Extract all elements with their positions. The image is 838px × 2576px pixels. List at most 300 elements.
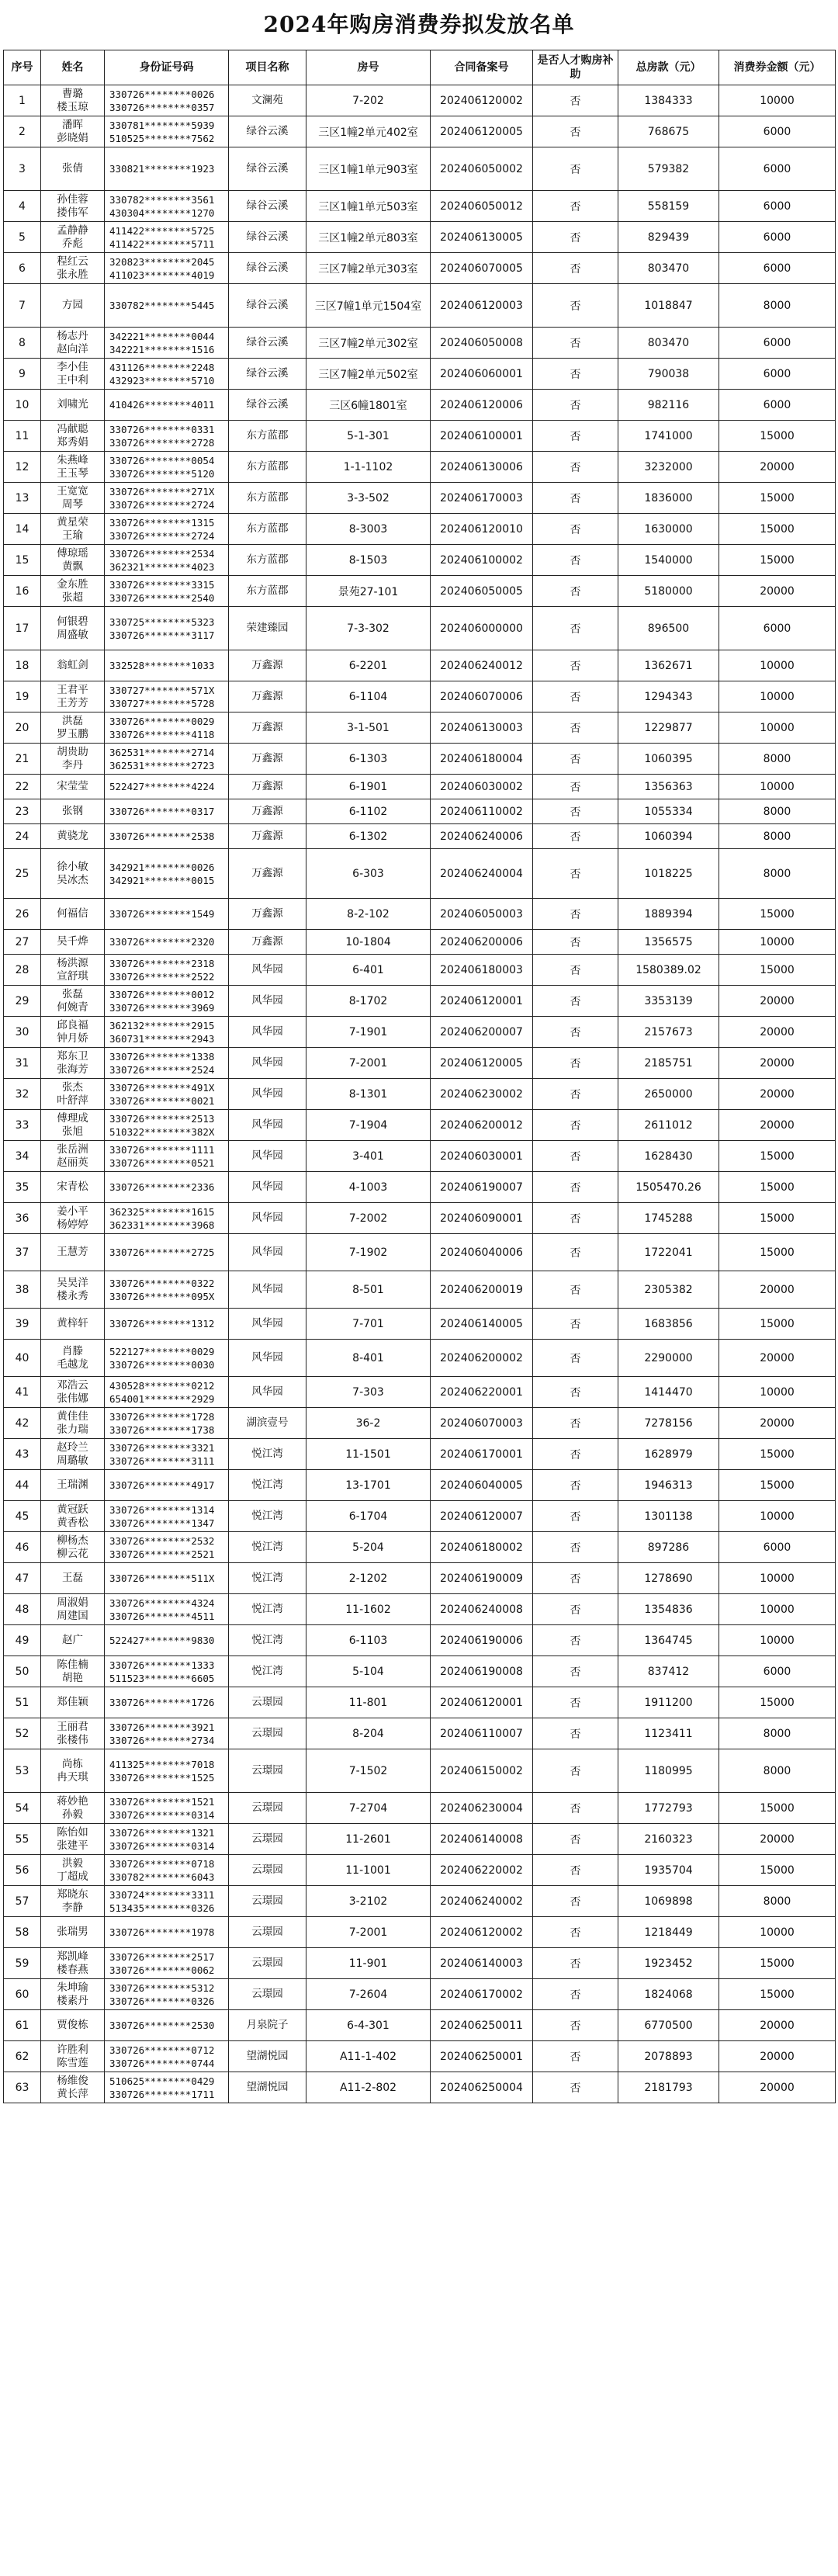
cell-id: 332528********1033 [105, 650, 229, 681]
cell-total: 790038 [618, 359, 719, 390]
cell-room: 36-2 [306, 1408, 431, 1439]
cell-id: 362132********2915 360731********2943 [105, 1017, 229, 1048]
cell-id: 330726********0026 330726********0357 [105, 85, 229, 116]
cell-voucher: 20000 [719, 1340, 836, 1377]
cell-talent: 否 [533, 191, 618, 222]
cell-room: 3-401 [306, 1141, 431, 1172]
header-voucher: 消费券金额（元） [719, 50, 836, 85]
cell-room: 三区7幢1单元1504室 [306, 284, 431, 328]
cell-id: 522427********9830 [105, 1625, 229, 1656]
cell-room: 8-401 [306, 1340, 431, 1377]
cell-name: 胡贵助 李丹 [41, 744, 105, 775]
table-row [4, 1749, 836, 1793]
table-row [4, 284, 836, 328]
cell-contract: 202406150002 [431, 1749, 533, 1793]
table-row [4, 607, 836, 650]
cell-total: 829439 [618, 222, 719, 253]
cell-id: 330726********271X 330726********2724 [105, 483, 229, 514]
cell-no: 42 [4, 1408, 41, 1439]
cell-project: 望湖悦园 [229, 2072, 306, 2103]
cell-voucher: 15000 [719, 1234, 836, 1271]
cell-name: 王磊 [41, 1563, 105, 1594]
cell-contract: 202406050002 [431, 147, 533, 191]
cell-total: 1364745 [618, 1625, 719, 1656]
cell-id: 330726********1315 330726********2724 [105, 514, 229, 545]
table-row [4, 359, 836, 390]
cell-voucher: 8000 [719, 799, 836, 824]
cell-project: 万鑫源 [229, 650, 306, 681]
cell-id: 410426********4011 [105, 390, 229, 421]
cell-project: 风华园 [229, 1340, 306, 1377]
cell-total: 3353139 [618, 986, 719, 1017]
table-row [4, 1172, 836, 1203]
cell-no: 44 [4, 1470, 41, 1501]
table-row [4, 191, 836, 222]
cell-total: 1356575 [618, 930, 719, 955]
cell-name: 尚栋 冉天琪 [41, 1749, 105, 1793]
cell-room: 4-1003 [306, 1172, 431, 1203]
cell-no: 19 [4, 681, 41, 712]
cell-no: 41 [4, 1377, 41, 1408]
cell-contract: 202406120001 [431, 1687, 533, 1718]
cell-voucher: 15000 [719, 1979, 836, 2010]
cell-talent: 否 [533, 483, 618, 514]
cell-voucher: 15000 [719, 1470, 836, 1501]
cell-project: 望湖悦园 [229, 2041, 306, 2072]
cell-contract: 202406170003 [431, 483, 533, 514]
cell-contract: 202406130003 [431, 712, 533, 744]
cell-no: 48 [4, 1594, 41, 1625]
cell-project: 绿谷云溪 [229, 284, 306, 328]
cell-talent: 否 [533, 1855, 618, 1886]
cell-project: 绿谷云溪 [229, 147, 306, 191]
cell-talent: 否 [533, 1141, 618, 1172]
cell-total: 837412 [618, 1656, 719, 1687]
cell-name: 王君平 王芳芳 [41, 681, 105, 712]
cell-no: 13 [4, 483, 41, 514]
cell-name: 徐小敏 吴冰杰 [41, 849, 105, 899]
cell-talent: 否 [533, 955, 618, 986]
cell-voucher: 10000 [719, 775, 836, 799]
cell-room: 8-501 [306, 1271, 431, 1309]
cell-total: 1123411 [618, 1718, 719, 1749]
cell-project: 云璟园 [229, 1824, 306, 1855]
cell-total: 1069898 [618, 1886, 719, 1917]
cell-room: 6-1104 [306, 681, 431, 712]
table-row [4, 930, 836, 955]
cell-voucher: 15000 [719, 899, 836, 930]
cell-contract: 202406230002 [431, 1079, 533, 1110]
table-row [4, 824, 836, 849]
table-row [4, 849, 836, 899]
cell-contract: 202406120005 [431, 1048, 533, 1079]
cell-name: 吴昊洋 楼永秀 [41, 1271, 105, 1309]
cell-talent: 否 [533, 1656, 618, 1687]
document-title: 2024年购房消费券拟发放名单 [263, 12, 575, 37]
cell-id: 330726********4324 330726********4511 [105, 1594, 229, 1625]
cell-name: 贾俊栋 [41, 2010, 105, 2041]
cell-project: 风华园 [229, 1141, 306, 1172]
cell-talent: 否 [533, 1749, 618, 1793]
cell-room: 三区7幢2单元303室 [306, 253, 431, 284]
cell-project: 风华园 [229, 1203, 306, 1234]
cell-contract: 202406120006 [431, 390, 533, 421]
table-row [4, 2041, 836, 2072]
cell-talent: 否 [533, 452, 618, 483]
cell-talent: 否 [533, 1687, 618, 1718]
cell-no: 11 [4, 421, 41, 452]
cell-id: 330726********1338 330726********2524 [105, 1048, 229, 1079]
cell-room: 5-204 [306, 1532, 431, 1563]
cell-voucher: 20000 [719, 1408, 836, 1439]
cell-talent: 否 [533, 2041, 618, 2072]
cell-project: 云璟园 [229, 1687, 306, 1718]
cell-talent: 否 [533, 712, 618, 744]
cell-total: 1414470 [618, 1377, 719, 1408]
cell-project: 云璟园 [229, 1749, 306, 1793]
table-row [4, 1532, 836, 1563]
cell-total: 1824068 [618, 1979, 719, 2010]
cell-no: 40 [4, 1340, 41, 1377]
cell-name: 张杰 叶舒萍 [41, 1079, 105, 1110]
cell-no: 20 [4, 712, 41, 744]
cell-talent: 否 [533, 147, 618, 191]
cell-talent: 否 [533, 899, 618, 930]
cell-contract: 202406110007 [431, 1718, 533, 1749]
cell-total: 1580389.02 [618, 955, 719, 986]
cell-contract: 202406240012 [431, 650, 533, 681]
cell-id: 330782********3561 430304********1270 [105, 191, 229, 222]
cell-no: 27 [4, 930, 41, 955]
cell-talent: 否 [533, 1048, 618, 1079]
cell-talent: 否 [533, 1532, 618, 1563]
cell-id: 330726********2318 330726********2522 [105, 955, 229, 986]
cell-contract: 202406200019 [431, 1271, 533, 1309]
cell-room: 8-1503 [306, 545, 431, 576]
cell-id: 330726********2336 [105, 1172, 229, 1203]
cell-name: 方园 [41, 284, 105, 328]
cell-project: 荣建臻园 [229, 607, 306, 650]
cell-id: 330726********1333 511523********6605 [105, 1656, 229, 1687]
cell-room: 11-801 [306, 1687, 431, 1718]
cell-talent: 否 [533, 824, 618, 849]
cell-id: 522127********0029 330726********0030 [105, 1340, 229, 1377]
cell-name: 王瑞渊 [41, 1470, 105, 1501]
table-row [4, 1886, 836, 1917]
cell-no: 3 [4, 147, 41, 191]
cell-contract: 202406050005 [431, 576, 533, 607]
cell-id: 330726********2534 362321********4023 [105, 545, 229, 576]
cell-talent: 否 [533, 1340, 618, 1377]
table-row [4, 1563, 836, 1594]
cell-total: 1060394 [618, 824, 719, 849]
cell-talent: 否 [533, 650, 618, 681]
cell-room: 10-1804 [306, 930, 431, 955]
header-contract: 合同备案号 [431, 50, 533, 85]
cell-id: 431126********2248 432923********5710 [105, 359, 229, 390]
cell-voucher: 15000 [719, 1855, 836, 1886]
cell-name: 赵玲兰 周璐敏 [41, 1439, 105, 1470]
cell-talent: 否 [533, 576, 618, 607]
cell-total: 1923452 [618, 1948, 719, 1979]
cell-id: 330726********2517 330726********0062 [105, 1948, 229, 1979]
cell-talent: 否 [533, 85, 618, 116]
cell-name: 黄星荣 王瑜 [41, 514, 105, 545]
cell-room: 三区6幢1801室 [306, 390, 431, 421]
cell-contract: 202406120010 [431, 514, 533, 545]
cell-total: 1683856 [618, 1309, 719, 1340]
cell-voucher: 6000 [719, 328, 836, 359]
cell-no: 31 [4, 1048, 41, 1079]
cell-room: 7-2001 [306, 1917, 431, 1948]
cell-name: 柳杨杰 柳云花 [41, 1532, 105, 1563]
cell-name: 陈怡如 张建平 [41, 1824, 105, 1855]
cell-name: 金东胜 张超 [41, 576, 105, 607]
cell-talent: 否 [533, 421, 618, 452]
cell-voucher: 6000 [719, 116, 836, 147]
cell-name: 宋莹莹 [41, 775, 105, 799]
cell-no: 54 [4, 1793, 41, 1824]
cell-room: 7-1901 [306, 1017, 431, 1048]
cell-name: 郑东卫 张海芳 [41, 1048, 105, 1079]
cell-name: 王丽君 张楼伟 [41, 1718, 105, 1749]
cell-no: 30 [4, 1017, 41, 1048]
cell-contract: 202406170001 [431, 1439, 533, 1470]
cell-id: 330726********0322 330726********095X [105, 1271, 229, 1309]
cell-voucher: 6000 [719, 191, 836, 222]
cell-voucher: 20000 [719, 1017, 836, 1048]
cell-total: 1018847 [618, 284, 719, 328]
cell-contract: 202406030002 [431, 775, 533, 799]
cell-project: 悦江湾 [229, 1594, 306, 1625]
table-row [4, 1824, 836, 1855]
cell-name: 黄佳佳 张力瑞 [41, 1408, 105, 1439]
table-row [4, 253, 836, 284]
cell-contract: 202406240008 [431, 1594, 533, 1625]
cell-project: 万鑫源 [229, 712, 306, 744]
cell-project: 月泉院子 [229, 2010, 306, 2041]
cell-project: 文澜苑 [229, 85, 306, 116]
table-row [4, 1979, 836, 2010]
cell-room: A11-1-402 [306, 2041, 431, 2072]
cell-room: 三区7幢2单元502室 [306, 359, 431, 390]
table-row [4, 1408, 836, 1439]
cell-room: 8-3003 [306, 514, 431, 545]
cell-project: 东方蓝郡 [229, 421, 306, 452]
cell-id: 330724********3311 513435********0326 [105, 1886, 229, 1917]
table-body [4, 85, 836, 2103]
cell-talent: 否 [533, 1017, 618, 1048]
cell-total: 2181793 [618, 2072, 719, 2103]
cell-no: 16 [4, 576, 41, 607]
table-row [4, 744, 836, 775]
cell-no: 60 [4, 1979, 41, 2010]
table-row [4, 2010, 836, 2041]
cell-room: 三区1幢1单元503室 [306, 191, 431, 222]
cell-name: 杨维俊 黄长萍 [41, 2072, 105, 2103]
cell-project: 云璟园 [229, 1948, 306, 1979]
cell-talent: 否 [533, 1824, 618, 1855]
cell-contract: 202406090001 [431, 1203, 533, 1234]
cell-voucher: 15000 [719, 1141, 836, 1172]
cell-contract: 202406190009 [431, 1563, 533, 1594]
cell-project: 绿谷云溪 [229, 359, 306, 390]
cell-no: 14 [4, 514, 41, 545]
cell-name: 孟静静 乔彪 [41, 222, 105, 253]
cell-voucher: 10000 [719, 1917, 836, 1948]
table-row [4, 514, 836, 545]
cell-id: 342221********0044 342221********1516 [105, 328, 229, 359]
cell-talent: 否 [533, 744, 618, 775]
table-row [4, 483, 836, 514]
cell-id: 330726********1314 330726********1347 [105, 1501, 229, 1532]
cell-talent: 否 [533, 1501, 618, 1532]
cell-contract: 202406120001 [431, 986, 533, 1017]
cell-no: 7 [4, 284, 41, 328]
cell-room: 5-1-301 [306, 421, 431, 452]
header-room: 房号 [306, 50, 431, 85]
cell-room: 7-2704 [306, 1793, 431, 1824]
cell-name: 王慧芳 [41, 1234, 105, 1271]
cell-total: 2157673 [618, 1017, 719, 1048]
cell-name: 宋青松 [41, 1172, 105, 1203]
cell-total: 897286 [618, 1532, 719, 1563]
cell-no: 63 [4, 2072, 41, 2103]
cell-id: 330726********0331 330726********2728 [105, 421, 229, 452]
cell-no: 9 [4, 359, 41, 390]
cell-id: 330727********571X 330727********5728 [105, 681, 229, 712]
cell-no: 57 [4, 1886, 41, 1917]
cell-contract: 202406100001 [431, 421, 533, 452]
cell-id: 430528********0212 654001********2929 [105, 1377, 229, 1408]
cell-voucher: 8000 [719, 284, 836, 328]
cell-voucher: 20000 [719, 452, 836, 483]
cell-room: 8-2-102 [306, 899, 431, 930]
cell-room: 三区1幢2单元803室 [306, 222, 431, 253]
cell-project: 万鑫源 [229, 775, 306, 799]
cell-talent: 否 [533, 1594, 618, 1625]
cell-id: 330726********1312 [105, 1309, 229, 1340]
table-row [4, 1079, 836, 1110]
cell-voucher: 8000 [719, 824, 836, 849]
cell-voucher: 6000 [719, 1532, 836, 1563]
cell-total: 1889394 [618, 899, 719, 930]
cell-contract: 202406110002 [431, 799, 533, 824]
cell-project: 风华园 [229, 955, 306, 986]
cell-no: 5 [4, 222, 41, 253]
table-row [4, 1687, 836, 1718]
cell-project: 风华园 [229, 1017, 306, 1048]
cell-room: 6-2201 [306, 650, 431, 681]
cell-room: 7-2001 [306, 1048, 431, 1079]
cell-talent: 否 [533, 1172, 618, 1203]
cell-no: 1 [4, 85, 41, 116]
cell-no: 2 [4, 116, 41, 147]
cell-id: 330726********1726 [105, 1687, 229, 1718]
cell-name: 张瑞男 [41, 1917, 105, 1948]
cell-project: 东方蓝郡 [229, 452, 306, 483]
cell-no: 6 [4, 253, 41, 284]
cell-project: 风华园 [229, 1079, 306, 1110]
cell-room: 景苑27-101 [306, 576, 431, 607]
cell-project: 云璟园 [229, 1886, 306, 1917]
cell-contract: 202406140005 [431, 1309, 533, 1340]
cell-total: 768675 [618, 116, 719, 147]
table-row [4, 328, 836, 359]
cell-talent: 否 [533, 514, 618, 545]
table-row [4, 1501, 836, 1532]
cell-room: 7-1502 [306, 1749, 431, 1793]
cell-voucher: 10000 [719, 1501, 836, 1532]
cell-total: 1055334 [618, 799, 719, 824]
cell-voucher: 15000 [719, 1793, 836, 1824]
cell-talent: 否 [533, 1948, 618, 1979]
cell-no: 28 [4, 955, 41, 986]
cell-no: 35 [4, 1172, 41, 1203]
cell-room: 7-1904 [306, 1110, 431, 1141]
cell-project: 东方蓝郡 [229, 576, 306, 607]
cell-no: 12 [4, 452, 41, 483]
cell-talent: 否 [533, 1625, 618, 1656]
table-row [4, 421, 836, 452]
cell-no: 51 [4, 1687, 41, 1718]
cell-voucher: 15000 [719, 1309, 836, 1340]
cell-name: 傅琼瑶 黄飘 [41, 545, 105, 576]
cell-id: 330821********1923 [105, 147, 229, 191]
cell-id: 330726********1111 330726********0521 [105, 1141, 229, 1172]
cell-voucher: 20000 [719, 2041, 836, 2072]
cell-contract: 202406120002 [431, 1917, 533, 1948]
cell-voucher: 10000 [719, 681, 836, 712]
cell-id: 330726********0054 330726********5120 [105, 452, 229, 483]
cell-room: 三区1幢1单元903室 [306, 147, 431, 191]
cell-name: 傅理成 张旭 [41, 1110, 105, 1141]
table-row [4, 1309, 836, 1340]
cell-contract: 202406220002 [431, 1855, 533, 1886]
cell-name: 曹璐 楼玉琼 [41, 85, 105, 116]
cell-total: 982116 [618, 390, 719, 421]
cell-total: 1294343 [618, 681, 719, 712]
cell-room: 13-1701 [306, 1470, 431, 1501]
cell-voucher: 20000 [719, 1271, 836, 1309]
table-row [4, 712, 836, 744]
cell-no: 23 [4, 799, 41, 824]
cell-voucher: 15000 [719, 421, 836, 452]
cell-id: 330726********1521 330726********0314 [105, 1793, 229, 1824]
cell-contract: 202406190008 [431, 1656, 533, 1687]
cell-contract: 202406030001 [431, 1141, 533, 1172]
table-row [4, 1855, 836, 1886]
cell-name: 张钢 [41, 799, 105, 824]
cell-name: 邓浩云 张伟娜 [41, 1377, 105, 1408]
cell-id: 330726********491X 330726********0021 [105, 1079, 229, 1110]
cell-name: 郑凯峰 楼春燕 [41, 1948, 105, 1979]
cell-name: 周淑娟 周建国 [41, 1594, 105, 1625]
cell-no: 32 [4, 1079, 41, 1110]
cell-total: 1628979 [618, 1439, 719, 1470]
table-row [4, 1377, 836, 1408]
cell-name: 朱燕峰 王玉琴 [41, 452, 105, 483]
table-row [4, 85, 836, 116]
cell-talent: 否 [533, 799, 618, 824]
cell-contract: 202406140008 [431, 1824, 533, 1855]
cell-talent: 否 [533, 390, 618, 421]
cell-talent: 否 [533, 1563, 618, 1594]
cell-room: 7-701 [306, 1309, 431, 1340]
cell-project: 万鑫源 [229, 681, 306, 712]
cell-contract: 202406050003 [431, 899, 533, 930]
cell-no: 29 [4, 986, 41, 1017]
